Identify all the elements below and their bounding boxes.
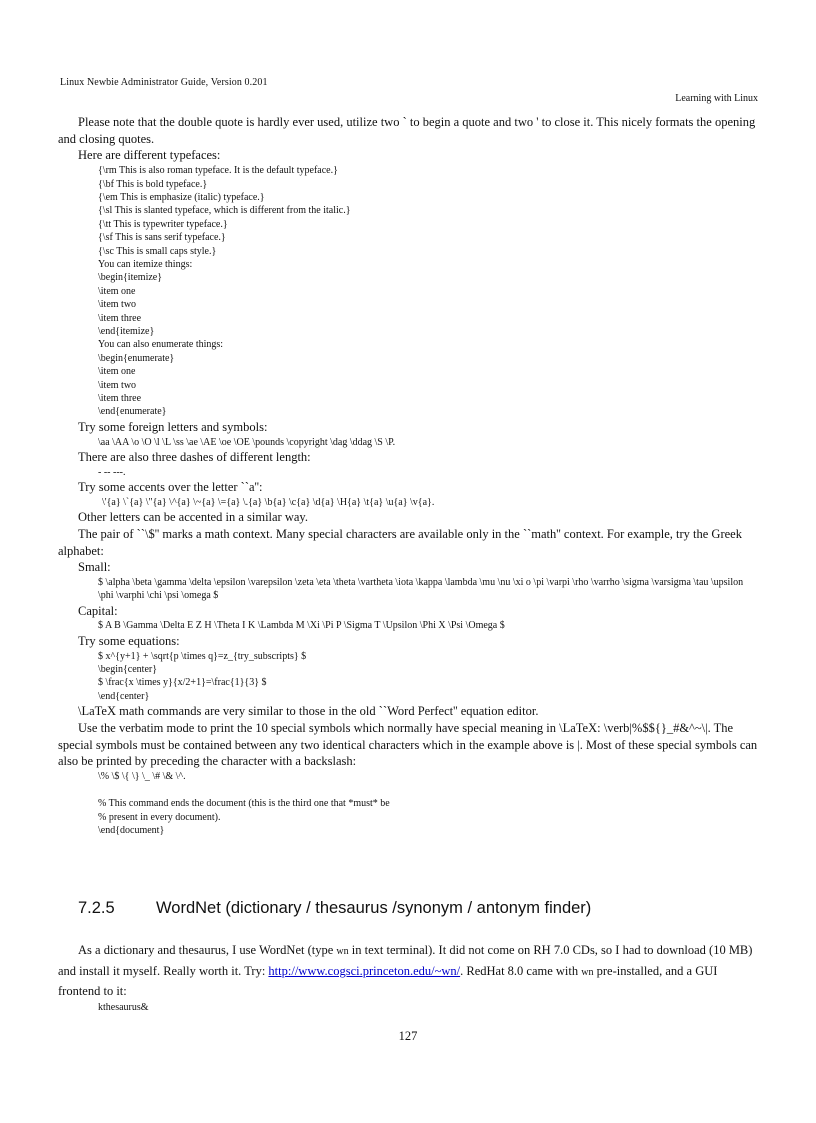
section-number: 7.2.5: [78, 899, 115, 917]
backslash-code: [58, 770, 758, 783]
wordnet-text-3: . RedHat 8.0 came with: [460, 963, 582, 978]
page-number: 127: [398, 1029, 418, 1043]
accents-intro: Try some accents over the letter ``a'':: [78, 480, 263, 495]
small-label: Small:: [78, 560, 111, 575]
code-line: {\sf This is sans serif typeface.}: [98, 232, 226, 244]
kthesaurus-code: [58, 1001, 758, 1015]
code-line: \end{document}: [98, 825, 165, 837]
code-line: {\tt This is typewriter typeface.}: [98, 218, 228, 230]
code-line: % This command ends the document (this is the third one that *must* be: [98, 798, 390, 810]
foreign-code: [58, 436, 758, 449]
code-line: \item one: [98, 366, 136, 378]
wordnet-paragraph: [58, 941, 758, 1001]
code-line: \begin{itemize}: [98, 272, 163, 284]
code-line: \begin{enumerate}: [98, 352, 175, 364]
code-line: {\sl This is slanted typeface, which is different from the italic.}: [98, 205, 351, 217]
end-document-code: [58, 797, 758, 837]
dashes-code: [58, 466, 758, 479]
code-line: $ A B \Gamma \Delta E Z H \Theta I K \Lambda M \Xi \Pi P \Sigma T \Upsilon \Phi X \Psi \Omega $: [98, 620, 505, 632]
dashes-intro: There are also three dashes of different length:: [78, 449, 311, 464]
code-line: {\sc This is small caps style.}: [98, 245, 217, 257]
typefaces-intro: Here are different typefaces:: [78, 148, 221, 163]
main-content: [58, 114, 758, 838]
small-greek-code: [58, 576, 758, 603]
code-line: \item three: [98, 312, 142, 324]
code-line: \% \$ \{ \} \_ \# \& \^.: [98, 771, 186, 783]
capital-greek-code: [58, 619, 758, 632]
equations-code: [58, 650, 758, 704]
code-line: {\em This is emphasize (italic) typeface.}: [98, 191, 265, 203]
wordnet-text-4: pre-installed, and a GUI frontend to it:: [58, 963, 718, 998]
wordnet-text-2: in text terminal). It did not come on RH 7.0 CDs, so I had to download (10 MB) and install it myself. Really worth it. Try:: [58, 943, 753, 978]
code-line: \'{a} \`{a} \"{a} \^{a} \~{a} \={a} \.{a} \b{a} \c{a} \d{a} \H{a} \t{a} \u{a} \v{a}.: [102, 496, 435, 508]
code-line: You can also enumerate things:: [98, 339, 224, 351]
code-line: \end{center}: [98, 690, 150, 702]
latex-math-note: \LaTeX math commands are very similar to those in the old ``Word Perfect'' equation editor.: [78, 704, 539, 719]
code-line: \begin{center}: [98, 664, 158, 675]
running-header-right: Learning with Linux: [675, 93, 758, 104]
section-title: WordNet (dictionary / thesaurus /synonym / antonym finder): [156, 899, 592, 917]
code-line: \end{itemize}: [98, 325, 155, 337]
code-line: {\rm This is also roman typeface. It is the default typeface.}: [98, 165, 338, 177]
code-line: - -- ---.: [98, 466, 126, 478]
code-line: $ \frac{x \times y}{x/2+1}=\frac{1}{3} $: [98, 677, 267, 689]
code-line: $ x^{y+1} + \sqrt{p \times q}=z_{try_subscripts} $: [98, 650, 307, 662]
code-line: \item one: [98, 285, 136, 297]
code-line: \item two: [98, 379, 137, 391]
typefaces-code-block: [58, 164, 758, 419]
verbatim-paragraph: Use the verbatim mode to print the 10 special symbols which normally have special meaning in \LaTeX: \verb|%$${}_#&^~\|. The special symbols must be contained between any two identical characters which in the example above is |. Most of these special symbols can also be printed by preceding the character with a backslash:: [58, 720, 758, 769]
code-line: \aa \AA \o \O \l \L \ss \ae \AE \oe \OE \pounds \copyright \dag \ddag \S \P.: [98, 436, 396, 448]
running-header-left: Linux Newbie Administrator Guide, Version 0.201: [60, 77, 268, 88]
wn-command: wn: [336, 946, 349, 957]
quotes-paragraph: Please note that the double quote is hardly ever used, utilize two ` to begin a quote and two ' to close it. This nicely formats the opening and closing quotes.: [58, 115, 756, 146]
code-line: \item three: [98, 393, 142, 405]
code-line: You can itemize things:: [98, 258, 193, 270]
code-line: $ \alpha \beta \gamma \delta \epsilon \varepsilon \zeta \eta \theta \vartheta \iota \kappa \lambda \mu \nu \xi o \pi \varpi \rho \varrho \sigma \varsigma \tau \upsilon \phi \varphi \chi \psi \omega $: [98, 576, 744, 602]
foreign-intro: Try some foreign letters and symbols:: [78, 419, 268, 434]
code-line: kthesaurus&: [98, 1001, 149, 1013]
wordnet-link[interactable]: http://www.cogsci.princeton.edu/~wn/: [268, 963, 461, 978]
equations-label: Try some equations:: [78, 633, 180, 648]
accents-code: [58, 496, 758, 509]
code-line: \end{enumerate}: [98, 406, 167, 418]
code-line: \item two: [98, 299, 137, 311]
wordnet-text-1: As a dictionary and thesaurus, I use WordNet (type: [78, 943, 337, 957]
section-heading: [78, 899, 591, 918]
code-line: % present in every document).: [98, 811, 221, 823]
wordnet-section-body: [58, 941, 758, 1015]
math-paragraph: The pair of ``\$'' marks a math context. Many special characters are available only in the ``math'' context. For example, try the Greek alphabet:: [58, 526, 742, 558]
capital-label: Capital:: [78, 603, 118, 618]
other-letters: Other letters can be accented in a similar way.: [78, 510, 308, 525]
wn-command-2: wn: [581, 966, 594, 978]
code-line: {\bf This is bold typeface.}: [98, 178, 208, 190]
